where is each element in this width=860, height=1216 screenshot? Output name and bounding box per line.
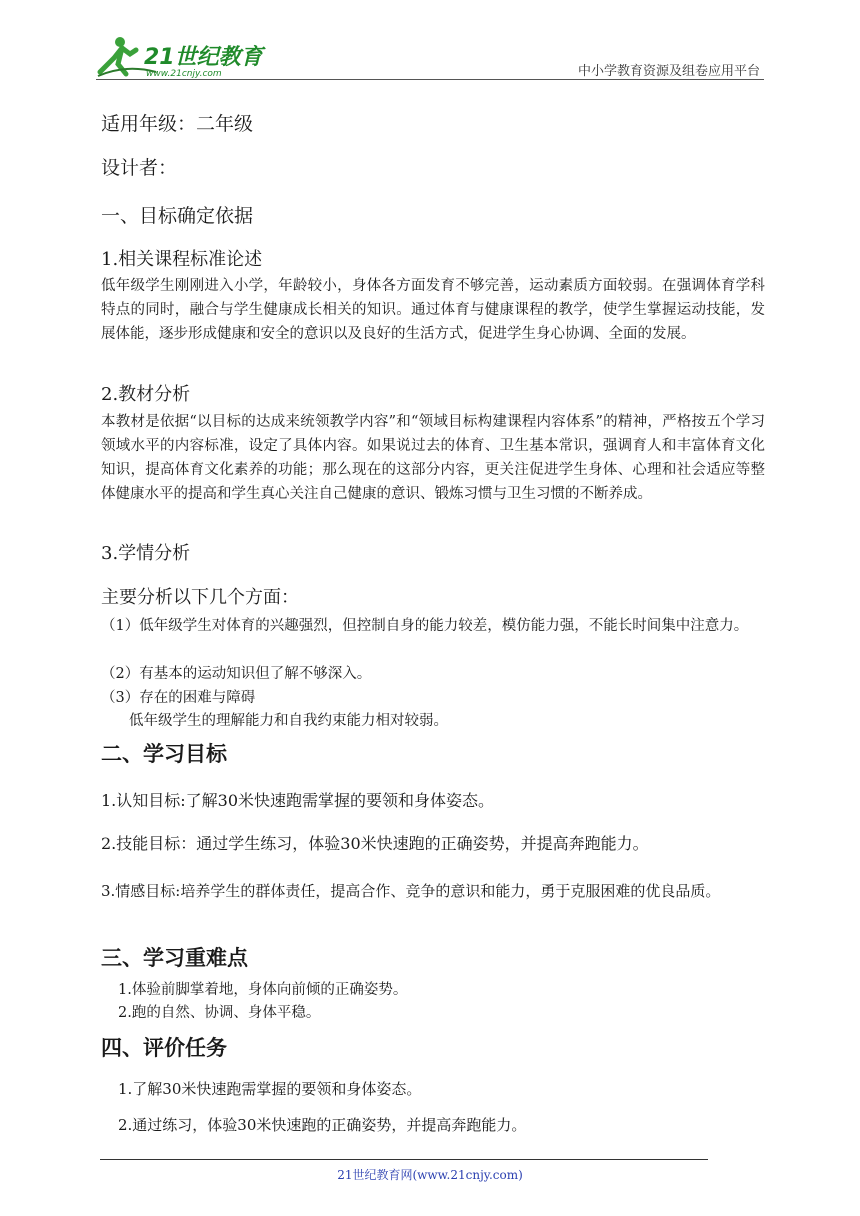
section1-sub3-item3: （3）存在的困难与障碍 [101, 690, 256, 706]
section1-sub1-title: 1.相关课程标准论述 [101, 249, 263, 270]
goal-emotion: 3.情感目标:培养学生的群体责任，提高合作、竞争的意识和能力，勇于克服困难的优良品质。 [101, 882, 721, 900]
keypoint-1: 1.体验前脚掌着地，身体向前倾的正确姿势。 [118, 982, 408, 998]
goal-cognitive: 1.认知目标:了解30米快速跑需掌握的要领和身体姿态。 [101, 791, 495, 810]
header-platform-name: 中小学教育资源及组卷应用平台 [577, 64, 760, 79]
footer-divider [100, 1159, 708, 1160]
section1-sub2-title: 2.教材分析 [101, 384, 191, 405]
runner-logo-icon [96, 34, 266, 80]
header-divider [96, 79, 764, 80]
section2-title: 二、学习目标 [101, 742, 227, 766]
section1-sub3-item3-detail: 低年级学生的理解能力和自我约束能力相对较弱。 [129, 713, 448, 729]
designer-line: 设计者： [101, 157, 178, 179]
logo-title: 21世纪教育 [144, 45, 263, 70]
logo-url: www.21cnjy.com [146, 69, 222, 79]
section3-title: 三、学习重难点 [101, 946, 248, 970]
section1-sub3-intro: 主要分析以下几个方面： [101, 587, 299, 608]
footer-text: 21世纪教育网(www.21cnjy.com) [337, 1168, 523, 1182]
grade-line: 适用年级：二年级 [101, 113, 254, 135]
goal-skill: 2.技能目标：通过学生练习，体验30米快速跑的正确姿势，并提高奔跑能力。 [101, 834, 649, 853]
section1-sub2-text: 本教材是依据“以目标的达成来统领教学内容”和“领域目标构建课程内容体系”的精神，严格按五个学习领域水平的内容标准，设定了具体内容。如果说过去的体育、卫生基本常识，强调育人和丰富体育文化知识，提高体育文化素养的功能；那么现在的这部分内容，更关注促进学生身体、心理和社会适应等整体健康水平的提高和学生真心关注自己健康的意识、锻炼习惯与卫生习惯的不断养成。 [101, 414, 765, 502]
section1-sub3-item2: （2）有基本的运动知识但了解不够深入。 [101, 666, 372, 682]
section4-title: 四、评价任务 [101, 1036, 227, 1060]
eval-task-2: 2.通过练习，体验30米快速跑的正确姿势，并提高奔跑能力。 [118, 1116, 527, 1134]
section1-title: 一、目标确定依据 [101, 205, 254, 227]
keypoint-2: 2.跑的自然、协调、身体平稳。 [118, 1005, 321, 1021]
section1-sub1-text: 低年级学生刚刚进入小学，年龄较小，身体各方面发育不够完善，运动素质方面较弱。在强调体育学科特点的同时，融合与学生健康成长相关的知识。通过体育与健康课程的教学，使学生掌握运动技能，发展体能，逐步形成健康和安全的意识以及良好的生活方式，促进学生身心协调、全面的发展。 [101, 278, 765, 342]
site-logo [96, 34, 266, 80]
eval-task-1: 1.了解30米快速跑需掌握的要领和身体姿态。 [118, 1080, 422, 1098]
section1-sub3-item1: （1）低年级学生对体育的兴趣强烈，但控制自身的能力较差，模仿能力强，不能长时间集中注意力。 [101, 618, 749, 634]
section1-sub3-title: 3.学情分析 [101, 543, 191, 564]
